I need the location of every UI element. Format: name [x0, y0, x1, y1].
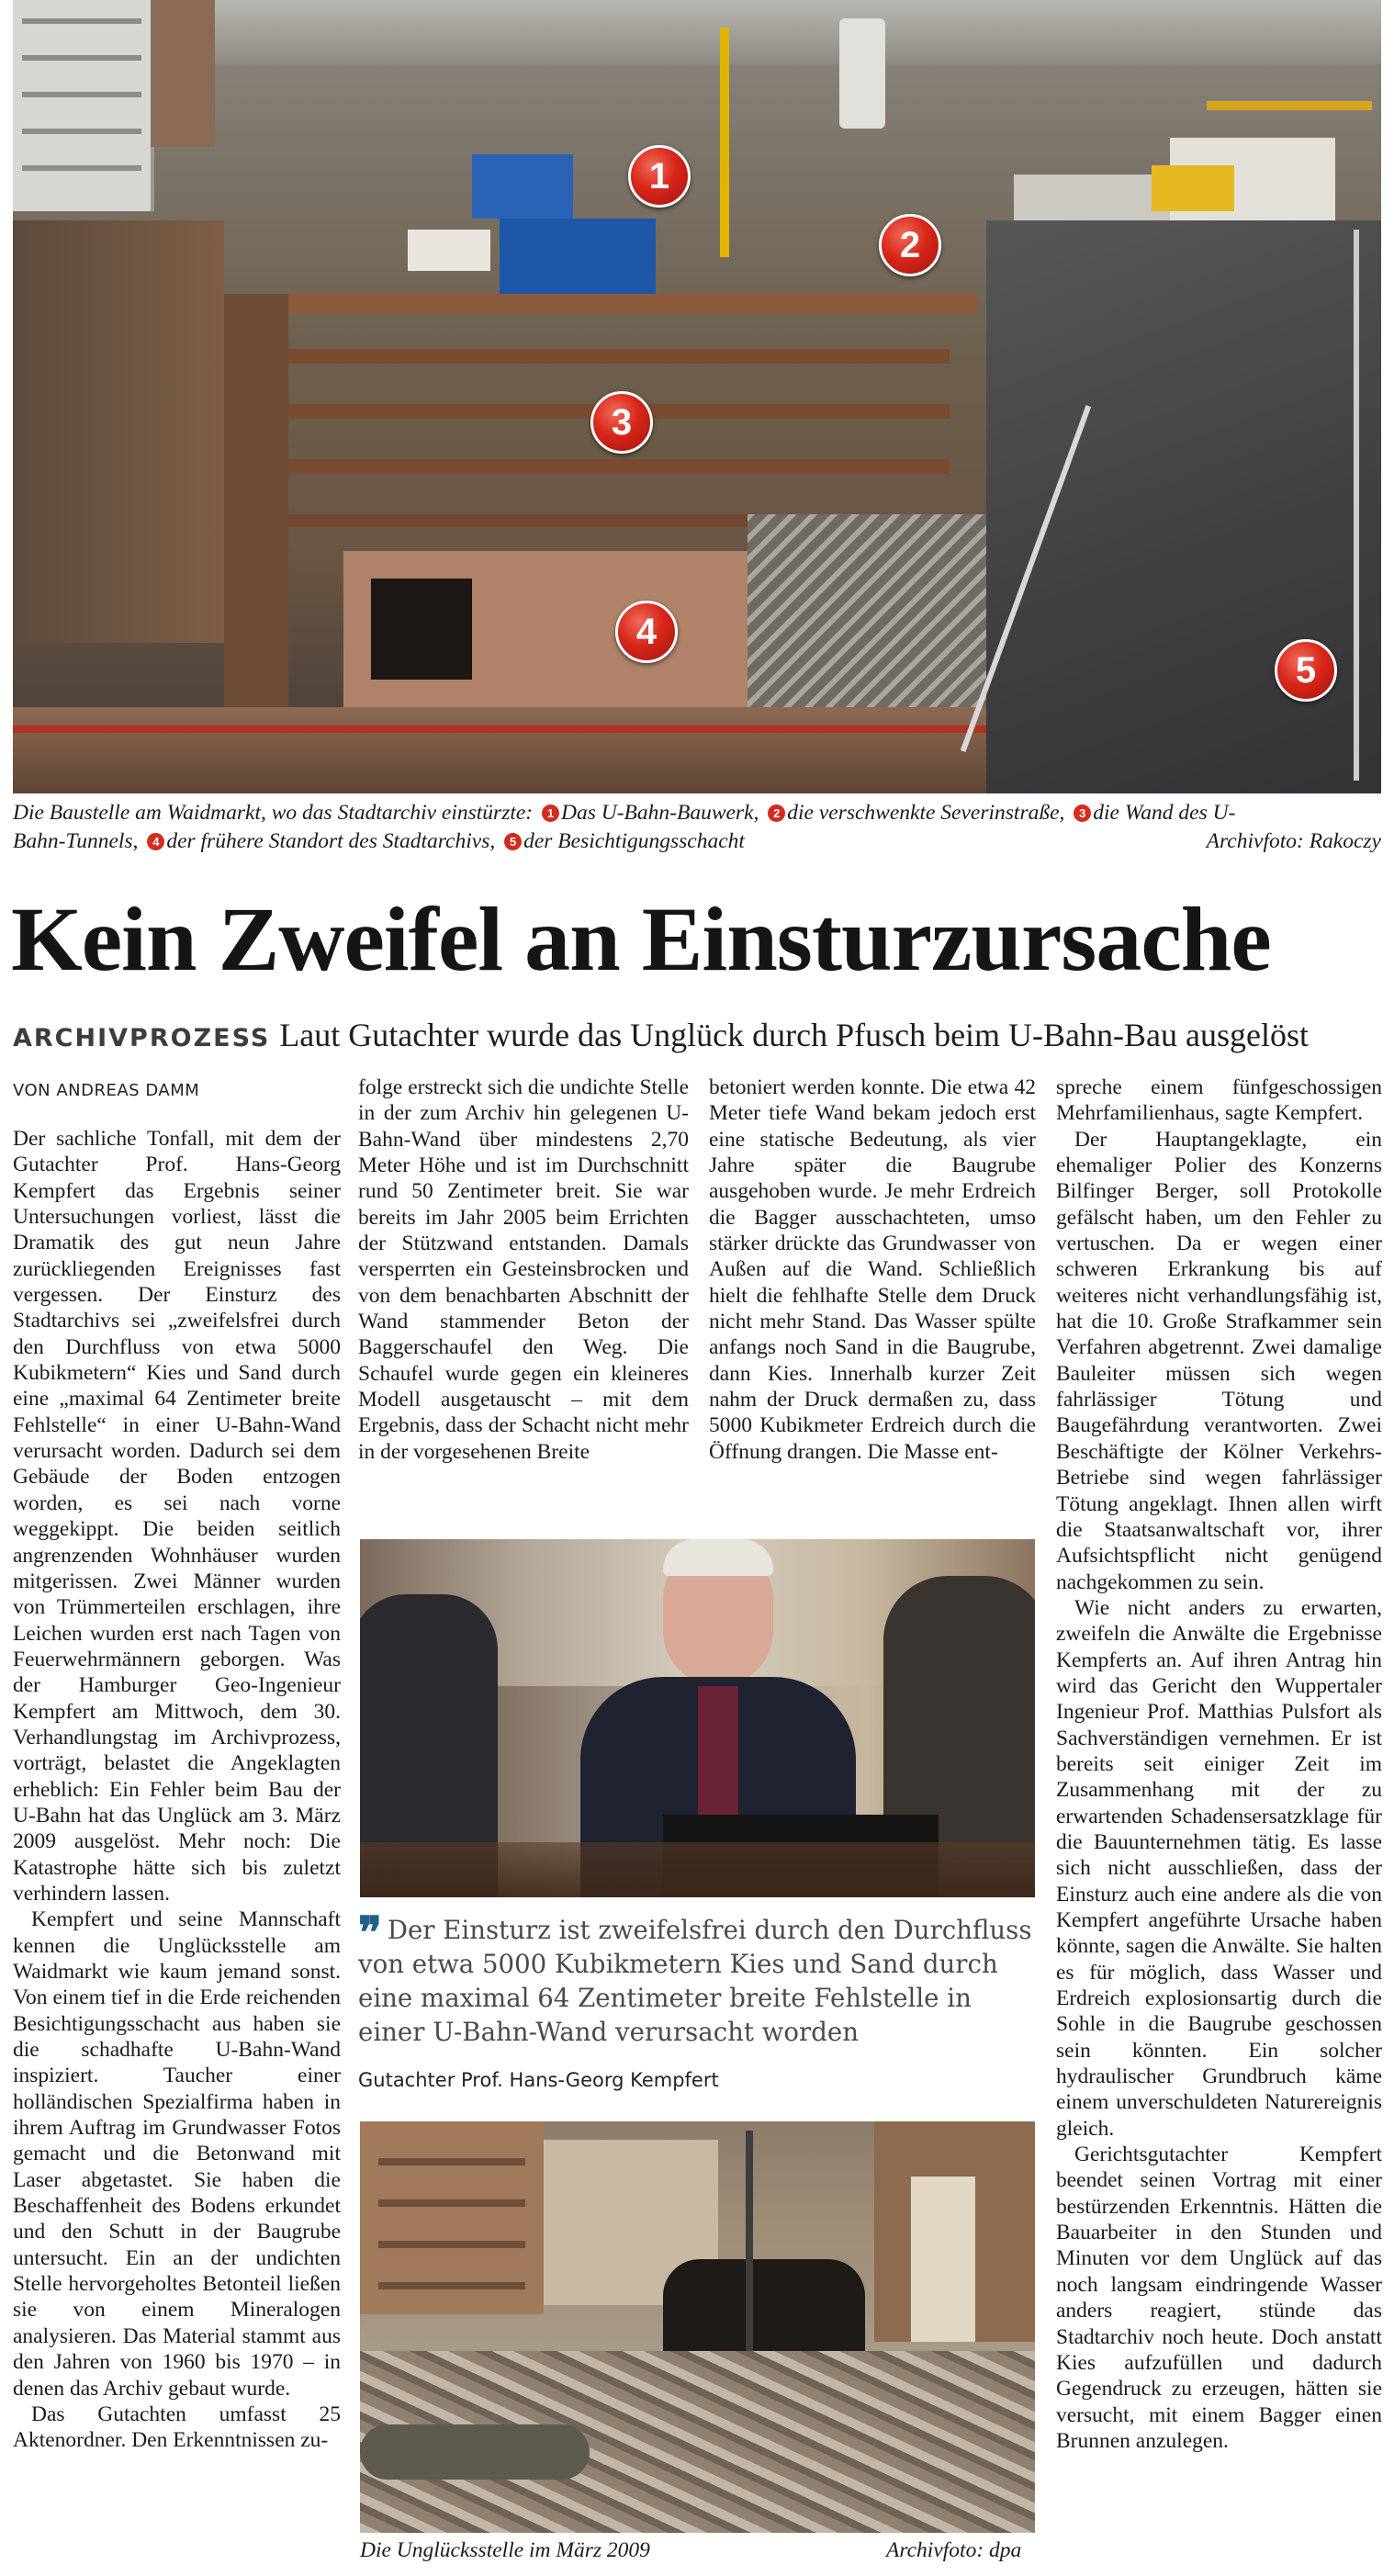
- court-portrait-photo: [360, 1539, 1035, 1897]
- paragraph: Gerichtsgutachter Kempfert beendet seinen Vortrag mit einer bestürzenden Erkenntnis. Hätten die Bauarbeiter in den Stunden und Minuten vor dem Unglück auf das noch langsam eindringende Wasser anders reagiert, stünde das Stadtarchiv noch heute. Doch anstatt Kies aufzufüllen und dadurch Gegendruck zu erzeugen, hätten sie versucht, mit einem Bagger einen Brunnen anzulegen.: [1056, 2143, 1382, 2453]
- kicker-label: ARCHIVPROZESS: [13, 1024, 271, 1052]
- marker-3: 3: [590, 391, 653, 454]
- paragraph: Wie nicht anders zu erwarten, zweifeln die Anwälte die Ergebnisse Kempferts an. Auf ihren Antrag hin wird das Gericht den Wuppertaler Ingenieur Prof. Matthias Pulsfort als Sachverständigen vernehmen. Er ist bereits seit einiger Zeit im Zusammenhang mit der zu erwartenden Schadensersatzklage für die Bauunternehmen tätig. Es lasse sich nicht ausschließen, dass der Einsturz auch eine andere als die von Kempfert angeführte Ursache haben könnte, sagen die Anwälte. Sie halten es für möglich, dass Wasser und Erdreich explosionsartig durch die Sohle in die Baugrube geschossen sein könnten. Ein solcher hydraulischer Grundbruch käme einem unverschuldeten Naturereignis gleich.: [1056, 1595, 1382, 2141]
- article-column-3: [709, 1074, 1036, 1465]
- collapse-site-photo: [360, 2121, 1035, 2533]
- paragraph: betoniert werden konnte. Die etwa 42 Meter tiefe Wand bekam jedoch erst eine statische Bedeutung, als vier Jahre später die Baugrube ausgehoben wurde. Je mehr Erdreich die Bagger ausschachteten, umso stärker drückte das Grundwasser von Außen auf die Wand. Schließlich hielt die fehlhafte Stelle dem Druck nicht mehr Stand. Das Wasser spülte anfangs noch Sand in die Baugrube, dann Kies. Innerhalb kurzer Zeit nahm der Druck dermaßen zu, dass 5000 Kubikmeter Erdreich durch die Öffnung drangen. Die Masse ent-: [709, 1075, 1036, 1464]
- marker-5: 2: [879, 214, 941, 276]
- photo-credit-top: Archivfoto: Rakoczy: [1206, 829, 1381, 853]
- headline: Kein Zweifel an Einsturzursache: [11, 888, 1271, 990]
- photo-caption-line-2: Bahn-Tunnels, 4 der frühere Standort des Stadtarchivs, 5 der Besichtigungsschacht: [13, 829, 745, 853]
- construction-site-photo: [13, 0, 1381, 793]
- paragraph: Kempfert und seine Mannschaft kennen die Unglücksstelle am Waidmarkt wie kaum jemand sonst. Von einem tief in die Erde reichenden Besichtigungsschacht aus haben sie die schadhafte U-Bahn-Wand inspiziert. Taucher einer holländischen Spezialfirma haben in ihrem Auftrag im Grundwasser Fotos gemacht und die Betonwand mit Laser abgetastet. Sie haben die Beschaffenheit des Bodens erkundet und den Schutt in der Baugrube untersucht. Ein an der undichten Stelle hervorgeholtes Betonteil ließen sie von einem Mineralogen analysieren. Das Material stammt aus den Jahren von 1960 bis 1970 – in denen das Archiv gebaut wurde.: [13, 1907, 341, 2401]
- marker-2: 5: [1275, 639, 1337, 702]
- photo-caption-line-1: Die Baustelle am Waidmarkt, wo das Stadtarchiv einstürzte: 1 Das U-Bahn-Bauwerk, 2 die verschwenkte Severinstraße, 3 die Wand des U-: [13, 801, 1236, 825]
- caption-marker-1: 1: [542, 804, 559, 822]
- subheadline: [13, 1016, 1309, 1054]
- paragraph: folge erstreckt sich die undichte Stelle in der zum Archiv hin gelegenen U-Bahn-Wand über mindestens 2,70 Meter Höhe und ist im Durchschnitt rund 50 Zentimeter breit. Sie war bereits im Jahr 2005 beim Errichten der Stützwand entstanden. Damals versperrten ein Gesteinsbrocken und von dem benachbarten Abschnitt der Wand stammender Beton der Baggerschaufel den Weg. Die Schaufel wurde gegen ein kleineres Modell ausgetauscht – mit dem Ergebnis, dass der Schacht nicht mehr in der vorgesehenen Breite: [358, 1075, 689, 1464]
- caption-marker-3: 3: [1074, 804, 1091, 822]
- bottom-photo-caption: Die Unglücksstelle im März 2009: [360, 2538, 650, 2562]
- paragraph: spreche einem fünfgeschossigen Mehrfamilienhaus, sagte Kempfert.: [1056, 1075, 1382, 1126]
- caption-marker-5: 5: [504, 833, 522, 850]
- paragraph: Der sachliche Tonfall, mit dem der Gutachter Prof. Hans-Georg Kempfert das Ergebnis seiner Untersuchungen vorliest, lässt die Dramatik des gut neun Jahre zurückliegenden Ereignisses fast vergessen. Der Einsturz des Stadtarchivs sei „zweifelsfrei durch den Durchfluss von etwa 5000 Kubikmetern“ Kies und Sand durch eine „maximal 64 Zentimeter breite Fehlstelle“ in einer U-Bahn-Wand verursacht worden. Dadurch sei dem Gebäude der Boden entzogen worden, es sei nach vorne weggekippt. Die beiden seitlich angrenzenden Wohnhäuser wurden mitgerissen. Zwei Männer wurden von Trümmerteilen erschlagen, ihre Leichen wurden erst nach Tagen von Feuerwehrmännern geborgen. Was der Hamburger Geo-Ingenieur Kempfert am Mittwoch, dem 30. Verhandlungstag im Archivprozess, vorträgt, belastet die Angeklagten erheblich: Ein Fehler beim Bau der U-Bahn hat das Unglück am 3. März 2009 ausgelöst. Mehr noch: Die Katastrophe hätte sich bis zuletzt verhindern lassen.: [13, 1127, 341, 1906]
- marker-1: 4: [615, 601, 678, 663]
- paragraph: Das Gutachten umfasst 25 Aktenordner. Den Erkenntnissen zu-: [13, 2402, 341, 2453]
- bottom-photo-credit: Archivfoto: dpa: [886, 2538, 1022, 2562]
- quote-text: Der Einsturz ist zweifelsfrei durch den Durchfluss von etwa 5000 Kubikmetern Kies und Sand durch eine maximal 64 Zentimeter breite Fehlstelle in einer U-Bahn-Wand verursacht worden: [358, 1915, 1032, 2047]
- byline: VON ANDREAS DAMM: [13, 1081, 200, 1100]
- article-column-2: [358, 1074, 689, 1465]
- quote-source: Gutachter Prof. Hans-Georg Kempfert: [358, 2069, 719, 2091]
- caption-marker-2: 2: [768, 804, 785, 822]
- article-column-4: [1056, 1074, 1382, 2454]
- article-column-1: [13, 1126, 341, 2454]
- marker-4: 1: [628, 145, 691, 208]
- pull-quote: [358, 1909, 1040, 2049]
- caption-marker-4: 4: [147, 833, 164, 850]
- quote-mark-icon: ❞: [358, 1909, 382, 1958]
- paragraph: Der Hauptangeklagte, ein ehemaliger Polier des Konzerns Bilfinger Berger, soll Protokolle gefälscht haben, um den Fehler zu vertuschen. Da er wegen einer schweren Erkrankung bis auf weiteres nicht verhandlungsfähig ist, hat die 10. Große Strafkammer sein Verfahren abgetrennt. Zwei damalige Bauleiter müssen sich wegen fahrlässiger Tötung und Baugefährdung verantworten. Zwei Beschäftigte der Kölner Verkehrs-Betriebe sind wegen fahrlässiger Tötung angeklagt. Ihnen allen wirft die Staatsanwaltschaft vor, ihrer Aufsichtspflicht nicht genügend nachgekommen zu sein.: [1056, 1127, 1382, 1594]
- subtitle: Laut Gutachter wurde das Unglück durch Pfusch beim U-Bahn-Bau ausgelöst: [279, 1017, 1309, 1053]
